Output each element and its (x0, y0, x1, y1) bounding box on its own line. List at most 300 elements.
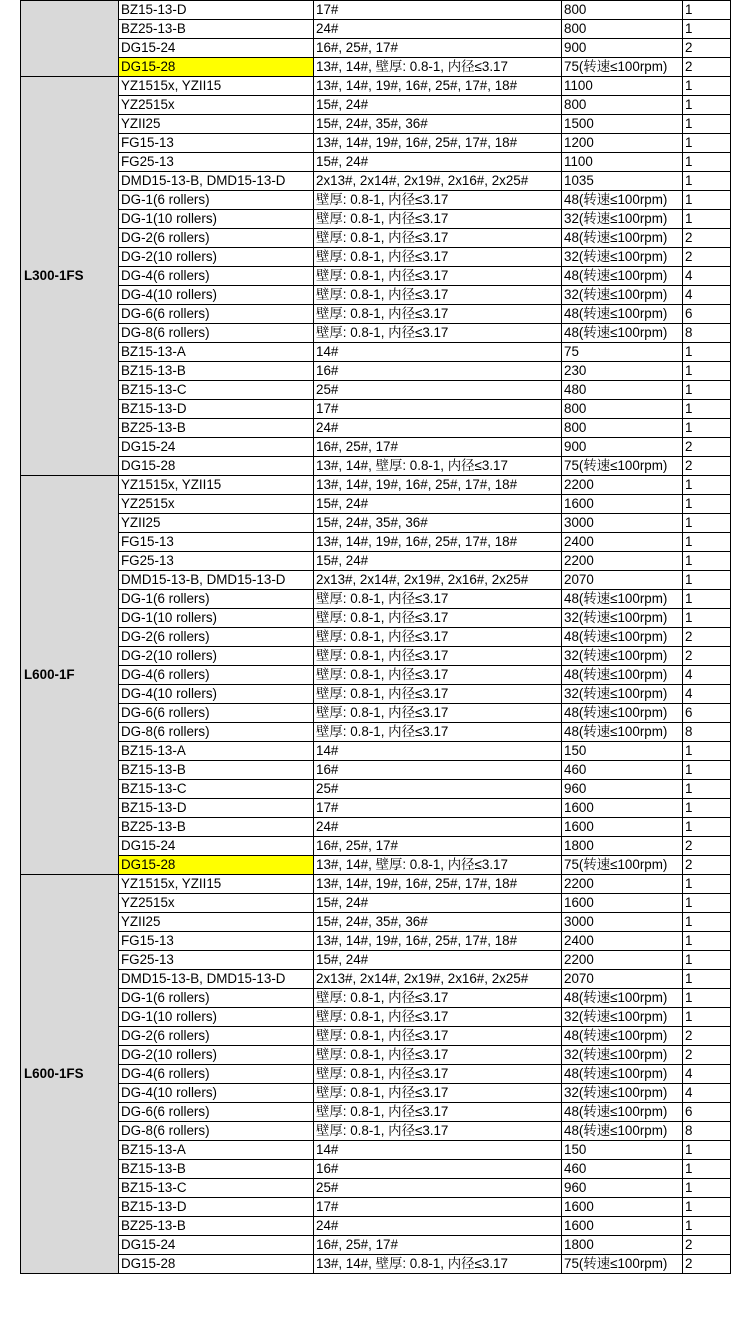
value-cell[interactable]: 32(转速≤100rpm) (562, 1008, 683, 1027)
qty-cell[interactable]: 2 (683, 1236, 731, 1255)
spec-cell[interactable]: 17# (314, 1198, 562, 1217)
value-cell[interactable]: 1500 (562, 115, 683, 134)
group-cell[interactable]: L300-1FS (21, 77, 119, 476)
table-row (21, 1122, 731, 1141)
spec-cell[interactable]: 13#, 14#, 19#, 16#, 25#, 17#, 18# (314, 932, 562, 951)
model-cell[interactable]: DMD15-13-B, DMD15-13-D (119, 571, 314, 590)
spec-cell[interactable]: 壁厚: 0.8-1, 内径≤3.17 (314, 305, 562, 324)
value-cell[interactable]: 2200 (562, 875, 683, 894)
qty-cell[interactable]: 1 (683, 419, 731, 438)
table-row (21, 1084, 731, 1103)
qty-cell[interactable]: 1 (683, 609, 731, 628)
value-cell[interactable]: 900 (562, 39, 683, 58)
qty-cell[interactable]: 1 (683, 514, 731, 533)
value-cell[interactable]: 32(转速≤100rpm) (562, 1046, 683, 1065)
value-cell[interactable]: 960 (562, 780, 683, 799)
value-cell[interactable]: 1800 (562, 1236, 683, 1255)
value-cell[interactable]: 2200 (562, 476, 683, 495)
value-cell[interactable]: 32(转速≤100rpm) (562, 286, 683, 305)
value-cell[interactable]: 1600 (562, 799, 683, 818)
value-cell[interactable]: 32(转速≤100rpm) (562, 685, 683, 704)
model-cell[interactable]: BZ25-13-B (119, 818, 314, 837)
spec-cell[interactable]: 16# (314, 761, 562, 780)
qty-cell[interactable]: 2 (683, 837, 731, 856)
table-row (21, 438, 731, 457)
spec-cell[interactable]: 2x13#, 2x14#, 2x19#, 2x16#, 2x25# (314, 970, 562, 989)
table-row (21, 210, 731, 229)
qty-cell[interactable]: 1 (683, 1160, 731, 1179)
qty-cell[interactable]: 4 (683, 666, 731, 685)
qty-cell[interactable]: 2 (683, 628, 731, 647)
value-cell[interactable]: 48(转速≤100rpm) (562, 305, 683, 324)
spec-cell[interactable]: 壁厚: 0.8-1, 内径≤3.17 (314, 191, 562, 210)
model-cell[interactable]: YZII25 (119, 913, 314, 932)
model-cell[interactable]: DG-2(10 rollers) (119, 1046, 314, 1065)
value-cell[interactable]: 2200 (562, 951, 683, 970)
spec-cell[interactable]: 壁厚: 0.8-1, 内径≤3.17 (314, 267, 562, 286)
value-cell[interactable]: 1200 (562, 134, 683, 153)
model-cell[interactable]: DMD15-13-B, DMD15-13-D (119, 172, 314, 191)
spreadsheet (20, 0, 731, 1274)
qty-cell[interactable]: 1 (683, 970, 731, 989)
qty-cell[interactable]: 1 (683, 1179, 731, 1198)
group-cell[interactable]: L600-1FS (21, 875, 119, 1274)
spec-cell[interactable]: 壁厚: 0.8-1, 内径≤3.17 (314, 1122, 562, 1141)
spec-cell[interactable]: 壁厚: 0.8-1, 内径≤3.17 (314, 1065, 562, 1084)
spec-cell[interactable]: 15#, 24#, 35#, 36# (314, 514, 562, 533)
spec-cell[interactable]: 壁厚: 0.8-1, 内径≤3.17 (314, 210, 562, 229)
qty-cell[interactable]: 1 (683, 362, 731, 381)
qty-cell[interactable]: 1 (683, 115, 731, 134)
qty-cell[interactable]: 8 (683, 1122, 731, 1141)
model-cell[interactable]: DG-4(10 rollers) (119, 685, 314, 704)
spec-cell[interactable]: 16#, 25#, 17# (314, 837, 562, 856)
qty-cell[interactable]: 1 (683, 894, 731, 913)
value-cell[interactable]: 48(转速≤100rpm) (562, 229, 683, 248)
table-row (21, 1046, 731, 1065)
value-cell[interactable]: 2200 (562, 552, 683, 571)
value-cell[interactable]: 1100 (562, 77, 683, 96)
model-cell[interactable]: DG-8(6 rollers) (119, 1122, 314, 1141)
qty-cell[interactable]: 1 (683, 1008, 731, 1027)
table-row (21, 647, 731, 666)
model-cell[interactable]: DG-6(6 rollers) (119, 704, 314, 723)
spec-cell[interactable]: 16# (314, 362, 562, 381)
value-cell[interactable]: 48(转速≤100rpm) (562, 590, 683, 609)
qty-cell[interactable]: 6 (683, 1103, 731, 1122)
qty-cell[interactable]: 1 (683, 191, 731, 210)
spec-cell[interactable]: 15#, 24# (314, 552, 562, 571)
spec-cell[interactable]: 17# (314, 799, 562, 818)
qty-cell[interactable]: 1 (683, 1, 731, 20)
qty-cell[interactable]: 1 (683, 343, 731, 362)
qty-cell[interactable]: 4 (683, 267, 731, 286)
qty-cell[interactable]: 1 (683, 381, 731, 400)
qty-cell[interactable]: 1 (683, 989, 731, 1008)
qty-cell[interactable]: 1 (683, 875, 731, 894)
qty-cell[interactable]: 1 (683, 932, 731, 951)
value-cell[interactable]: 32(转速≤100rpm) (562, 647, 683, 666)
qty-cell[interactable]: 1 (683, 1217, 731, 1236)
spec-cell[interactable]: 壁厚: 0.8-1, 内径≤3.17 (314, 628, 562, 647)
model-cell[interactable]: DG15-24 (119, 1236, 314, 1255)
qty-cell[interactable]: 2 (683, 457, 731, 476)
value-cell[interactable]: 1100 (562, 153, 683, 172)
model-cell[interactable]: BZ25-13-B (119, 419, 314, 438)
qty-cell[interactable]: 1 (683, 210, 731, 229)
value-cell[interactable]: 150 (562, 742, 683, 761)
qty-cell[interactable]: 1 (683, 134, 731, 153)
spec-cell[interactable]: 15#, 24#, 35#, 36# (314, 913, 562, 932)
value-cell[interactable]: 75(转速≤100rpm) (562, 58, 683, 77)
spec-cell[interactable]: 壁厚: 0.8-1, 内径≤3.17 (314, 1027, 562, 1046)
spec-cell[interactable]: 24# (314, 1217, 562, 1236)
model-cell[interactable]: YZII25 (119, 514, 314, 533)
qty-cell[interactable]: 1 (683, 780, 731, 799)
model-cell[interactable]: BZ15-13-D (119, 1198, 314, 1217)
model-cell[interactable]: DG-1(10 rollers) (119, 609, 314, 628)
spec-cell[interactable]: 15#, 24# (314, 894, 562, 913)
spec-cell[interactable]: 壁厚: 0.8-1, 内径≤3.17 (314, 286, 562, 305)
qty-cell[interactable]: 2 (683, 1255, 731, 1274)
spec-cell[interactable]: 13#, 14#, 19#, 16#, 25#, 17#, 18# (314, 134, 562, 153)
qty-cell[interactable]: 1 (683, 20, 731, 39)
qty-cell[interactable]: 2 (683, 229, 731, 248)
table-row (21, 685, 731, 704)
table-row (21, 590, 731, 609)
spec-cell[interactable]: 16# (314, 1160, 562, 1179)
model-cell[interactable]: DG-2(6 rollers) (119, 229, 314, 248)
qty-cell[interactable]: 1 (683, 552, 731, 571)
spec-cell[interactable]: 16#, 25#, 17# (314, 438, 562, 457)
value-cell[interactable]: 1600 (562, 495, 683, 514)
model-cell[interactable]: DG-4(10 rollers) (119, 1084, 314, 1103)
value-cell[interactable]: 1035 (562, 172, 683, 191)
value-cell[interactable]: 800 (562, 20, 683, 39)
model-cell[interactable]: BZ25-13-B (119, 1217, 314, 1236)
spec-cell[interactable]: 15#, 24# (314, 96, 562, 115)
spec-cell[interactable]: 13#, 14#, 19#, 16#, 25#, 17#, 18# (314, 476, 562, 495)
model-cell[interactable]: BZ15-13-C (119, 780, 314, 799)
spec-cell[interactable]: 24# (314, 818, 562, 837)
qty-cell[interactable]: 1 (683, 533, 731, 552)
value-cell[interactable]: 48(转速≤100rpm) (562, 666, 683, 685)
table-row (21, 1027, 731, 1046)
value-cell[interactable]: 2400 (562, 932, 683, 951)
model-cell[interactable]: YZ2515x (119, 495, 314, 514)
model-cell[interactable]: DG-6(6 rollers) (119, 305, 314, 324)
model-cell[interactable]: DG15-28 (119, 58, 314, 77)
spec-cell[interactable]: 15#, 24#, 35#, 36# (314, 115, 562, 134)
qty-cell[interactable]: 1 (683, 799, 731, 818)
value-cell[interactable]: 800 (562, 96, 683, 115)
spec-cell[interactable]: 24# (314, 419, 562, 438)
value-cell[interactable]: 800 (562, 400, 683, 419)
table-row (21, 172, 731, 191)
qty-cell[interactable]: 1 (683, 1141, 731, 1160)
model-cell[interactable]: YZII25 (119, 115, 314, 134)
spec-cell[interactable]: 17# (314, 1, 562, 20)
spec-cell[interactable]: 16#, 25#, 17# (314, 1236, 562, 1255)
table-row (21, 723, 731, 742)
qty-cell[interactable]: 1 (683, 951, 731, 970)
value-cell[interactable]: 32(转速≤100rpm) (562, 1084, 683, 1103)
spec-cell[interactable]: 25# (314, 780, 562, 799)
spec-cell[interactable]: 25# (314, 381, 562, 400)
model-cell[interactable]: DG-4(6 rollers) (119, 666, 314, 685)
value-cell[interactable]: 1800 (562, 837, 683, 856)
table-row (21, 267, 731, 286)
model-cell[interactable]: DG-6(6 rollers) (119, 1103, 314, 1122)
table-row (21, 1236, 731, 1255)
spec-cell[interactable]: 壁厚: 0.8-1, 内径≤3.17 (314, 1103, 562, 1122)
model-cell[interactable]: YZ1515x, YZII15 (119, 476, 314, 495)
value-cell[interactable]: 2070 (562, 571, 683, 590)
model-cell[interactable]: DG15-28 (119, 457, 314, 476)
spec-cell[interactable]: 14# (314, 343, 562, 362)
model-cell[interactable]: BZ15-13-D (119, 799, 314, 818)
qty-cell[interactable]: 1 (683, 761, 731, 780)
spec-cell[interactable]: 2x13#, 2x14#, 2x19#, 2x16#, 2x25# (314, 172, 562, 191)
value-cell[interactable]: 48(转速≤100rpm) (562, 1065, 683, 1084)
spec-cell[interactable]: 14# (314, 1141, 562, 1160)
value-cell[interactable]: 48(转速≤100rpm) (562, 1027, 683, 1046)
spec-cell[interactable]: 壁厚: 0.8-1, 内径≤3.17 (314, 229, 562, 248)
model-cell[interactable]: BZ25-13-B (119, 20, 314, 39)
value-cell[interactable]: 75(转速≤100rpm) (562, 1255, 683, 1274)
model-cell[interactable]: DG-1(6 rollers) (119, 191, 314, 210)
spec-cell[interactable]: 壁厚: 0.8-1, 内径≤3.17 (314, 1084, 562, 1103)
table-row (21, 495, 731, 514)
qty-cell[interactable]: 4 (683, 1065, 731, 1084)
value-cell[interactable]: 32(转速≤100rpm) (562, 248, 683, 267)
qty-cell[interactable]: 2 (683, 438, 731, 457)
qty-cell[interactable]: 1 (683, 495, 731, 514)
value-cell[interactable]: 900 (562, 438, 683, 457)
table-body (21, 1, 731, 1274)
qty-cell[interactable]: 4 (683, 1084, 731, 1103)
group-cell[interactable] (21, 1, 119, 77)
model-cell[interactable]: FG25-13 (119, 951, 314, 970)
model-cell[interactable]: DG15-24 (119, 39, 314, 58)
model-cell[interactable]: FG15-13 (119, 134, 314, 153)
value-cell[interactable]: 48(转速≤100rpm) (562, 704, 683, 723)
model-cell[interactable]: DG-4(6 rollers) (119, 1065, 314, 1084)
table-row (21, 1217, 731, 1236)
value-cell[interactable]: 48(转速≤100rpm) (562, 1122, 683, 1141)
spec-cell[interactable]: 13#, 14#, 19#, 16#, 25#, 17#, 18# (314, 875, 562, 894)
model-cell[interactable]: BZ15-13-A (119, 1141, 314, 1160)
value-cell[interactable]: 75(转速≤100rpm) (562, 457, 683, 476)
qty-cell[interactable]: 2 (683, 58, 731, 77)
value-cell[interactable]: 75 (562, 343, 683, 362)
qty-cell[interactable]: 1 (683, 400, 731, 419)
value-cell[interactable]: 3000 (562, 514, 683, 533)
qty-cell[interactable]: 2 (683, 1027, 731, 1046)
model-cell[interactable]: BZ15-13-D (119, 1, 314, 20)
value-cell[interactable]: 1600 (562, 894, 683, 913)
spec-cell[interactable]: 壁厚: 0.8-1, 内径≤3.17 (314, 324, 562, 343)
model-cell[interactable]: BZ15-13-B (119, 362, 314, 381)
spec-cell[interactable]: 13#, 14#, 19#, 16#, 25#, 17#, 18# (314, 533, 562, 552)
model-cell[interactable]: YZ2515x (119, 96, 314, 115)
table-row (21, 628, 731, 647)
qty-cell[interactable]: 1 (683, 77, 731, 96)
value-cell[interactable]: 48(转速≤100rpm) (562, 267, 683, 286)
model-cell[interactable]: BZ15-13-C (119, 1179, 314, 1198)
qty-cell[interactable]: 2 (683, 39, 731, 58)
value-cell[interactable]: 230 (562, 362, 683, 381)
value-cell[interactable]: 3000 (562, 913, 683, 932)
model-cell[interactable]: YZ2515x (119, 894, 314, 913)
table-row (21, 1, 731, 20)
spec-cell[interactable]: 壁厚: 0.8-1, 内径≤3.17 (314, 248, 562, 267)
spec-cell[interactable]: 15#, 24# (314, 951, 562, 970)
value-cell[interactable]: 2070 (562, 970, 683, 989)
qty-cell[interactable]: 1 (683, 818, 731, 837)
spec-cell[interactable]: 25# (314, 1179, 562, 1198)
model-cell[interactable]: DG-1(6 rollers) (119, 989, 314, 1008)
spec-cell[interactable]: 13#, 14#, 壁厚: 0.8-1, 内径≤3.17 (314, 58, 562, 77)
table-row (21, 970, 731, 989)
qty-cell[interactable]: 8 (683, 723, 731, 742)
model-cell[interactable]: FG25-13 (119, 552, 314, 571)
qty-cell[interactable]: 1 (683, 571, 731, 590)
model-cell[interactable]: FG15-13 (119, 533, 314, 552)
value-cell[interactable]: 32(转速≤100rpm) (562, 210, 683, 229)
qty-cell[interactable]: 2 (683, 248, 731, 267)
model-cell[interactable]: DG15-24 (119, 837, 314, 856)
value-cell[interactable]: 1600 (562, 1198, 683, 1217)
model-cell[interactable]: BZ15-13-B (119, 761, 314, 780)
value-cell[interactable]: 48(转速≤100rpm) (562, 191, 683, 210)
qty-cell[interactable]: 1 (683, 1198, 731, 1217)
qty-cell[interactable]: 1 (683, 96, 731, 115)
model-cell[interactable]: DG-8(6 rollers) (119, 723, 314, 742)
qty-cell[interactable]: 2 (683, 856, 731, 875)
qty-cell[interactable]: 2 (683, 1046, 731, 1065)
qty-cell[interactable]: 1 (683, 476, 731, 495)
table-row (21, 533, 731, 552)
model-cell[interactable]: DG15-28 (119, 856, 314, 875)
spec-cell[interactable]: 13#, 14#, 19#, 16#, 25#, 17#, 18# (314, 77, 562, 96)
spec-cell[interactable]: 壁厚: 0.8-1, 内径≤3.17 (314, 1008, 562, 1027)
model-cell[interactable]: DG-4(6 rollers) (119, 267, 314, 286)
group-cell[interactable]: L600-1F (21, 476, 119, 875)
model-cell[interactable]: DMD15-13-B, DMD15-13-D (119, 970, 314, 989)
spec-cell[interactable]: 17# (314, 400, 562, 419)
spec-cell[interactable]: 15#, 24# (314, 495, 562, 514)
model-cell[interactable]: BZ15-13-D (119, 400, 314, 419)
value-cell[interactable]: 800 (562, 419, 683, 438)
table-row (21, 400, 731, 419)
model-cell[interactable]: DG15-24 (119, 438, 314, 457)
spec-cell[interactable]: 壁厚: 0.8-1, 内径≤3.17 (314, 609, 562, 628)
spec-cell[interactable]: 壁厚: 0.8-1, 内径≤3.17 (314, 666, 562, 685)
spec-cell[interactable]: 壁厚: 0.8-1, 内径≤3.17 (314, 647, 562, 666)
qty-cell[interactable]: 8 (683, 324, 731, 343)
value-cell[interactable]: 460 (562, 761, 683, 780)
spec-cell[interactable]: 壁厚: 0.8-1, 内径≤3.17 (314, 989, 562, 1008)
model-cell[interactable]: FG15-13 (119, 932, 314, 951)
table-row (21, 324, 731, 343)
model-cell[interactable]: DG-2(6 rollers) (119, 1027, 314, 1046)
spec-cell[interactable]: 16#, 25#, 17# (314, 39, 562, 58)
model-cell[interactable]: DG15-28 (119, 1255, 314, 1274)
qty-cell[interactable]: 1 (683, 153, 731, 172)
spec-cell[interactable]: 24# (314, 20, 562, 39)
table-row (21, 457, 731, 476)
qty-cell[interactable]: 1 (683, 172, 731, 191)
model-cell[interactable]: DG-4(10 rollers) (119, 286, 314, 305)
spec-cell[interactable]: 壁厚: 0.8-1, 内径≤3.17 (314, 704, 562, 723)
table-row (21, 951, 731, 970)
model-cell[interactable]: DG-8(6 rollers) (119, 324, 314, 343)
value-cell[interactable]: 460 (562, 1160, 683, 1179)
spec-cell[interactable]: 13#, 14#, 壁厚: 0.8-1, 内径≤3.17 (314, 856, 562, 875)
spec-cell[interactable]: 13#, 14#, 壁厚: 0.8-1, 内径≤3.17 (314, 457, 562, 476)
value-cell[interactable]: 1600 (562, 1217, 683, 1236)
table-row (21, 913, 731, 932)
value-cell[interactable]: 480 (562, 381, 683, 400)
qty-cell[interactable]: 6 (683, 704, 731, 723)
model-cell[interactable]: DG-2(6 rollers) (119, 628, 314, 647)
qty-cell[interactable]: 4 (683, 685, 731, 704)
spec-cell[interactable]: 壁厚: 0.8-1, 内径≤3.17 (314, 590, 562, 609)
value-cell[interactable]: 48(转速≤100rpm) (562, 628, 683, 647)
qty-cell[interactable]: 1 (683, 913, 731, 932)
qty-cell[interactable]: 6 (683, 305, 731, 324)
spec-cell[interactable]: 15#, 24# (314, 153, 562, 172)
qty-cell[interactable]: 1 (683, 590, 731, 609)
spec-cell[interactable]: 2x13#, 2x14#, 2x19#, 2x16#, 2x25# (314, 571, 562, 590)
value-cell[interactable]: 150 (562, 1141, 683, 1160)
model-cell[interactable]: FG25-13 (119, 153, 314, 172)
value-cell[interactable]: 48(转速≤100rpm) (562, 1103, 683, 1122)
table-row (21, 1008, 731, 1027)
value-cell[interactable]: 48(转速≤100rpm) (562, 989, 683, 1008)
spec-cell[interactable]: 13#, 14#, 壁厚: 0.8-1, 内径≤3.17 (314, 1255, 562, 1274)
model-cell[interactable]: DG-1(10 rollers) (119, 210, 314, 229)
model-cell[interactable]: BZ15-13-A (119, 343, 314, 362)
value-cell[interactable]: 32(转速≤100rpm) (562, 609, 683, 628)
model-cell[interactable]: DG-2(10 rollers) (119, 647, 314, 666)
model-cell[interactable]: DG-2(10 rollers) (119, 248, 314, 267)
value-cell[interactable]: 1600 (562, 818, 683, 837)
model-cell[interactable]: BZ15-13-C (119, 381, 314, 400)
model-cell[interactable]: BZ15-13-B (119, 1160, 314, 1179)
spec-cell[interactable]: 14# (314, 742, 562, 761)
qty-cell[interactable]: 1 (683, 742, 731, 761)
spec-cell[interactable]: 壁厚: 0.8-1, 内径≤3.17 (314, 1046, 562, 1065)
model-cell[interactable]: DG-1(6 rollers) (119, 590, 314, 609)
value-cell[interactable]: 48(转速≤100rpm) (562, 324, 683, 343)
model-cell[interactable]: YZ1515x, YZII15 (119, 77, 314, 96)
spec-cell[interactable]: 壁厚: 0.8-1, 内径≤3.17 (314, 723, 562, 742)
value-cell[interactable]: 48(转速≤100rpm) (562, 723, 683, 742)
value-cell[interactable]: 75(转速≤100rpm) (562, 856, 683, 875)
table-row (21, 39, 731, 58)
model-cell[interactable]: BZ15-13-A (119, 742, 314, 761)
value-cell[interactable]: 960 (562, 1179, 683, 1198)
qty-cell[interactable]: 2 (683, 647, 731, 666)
value-cell[interactable]: 800 (562, 1, 683, 20)
spec-cell[interactable]: 壁厚: 0.8-1, 内径≤3.17 (314, 685, 562, 704)
qty-cell[interactable]: 4 (683, 286, 731, 305)
model-cell[interactable]: YZ1515x, YZII15 (119, 875, 314, 894)
value-cell[interactable]: 2400 (562, 533, 683, 552)
model-cell[interactable]: DG-1(10 rollers) (119, 1008, 314, 1027)
